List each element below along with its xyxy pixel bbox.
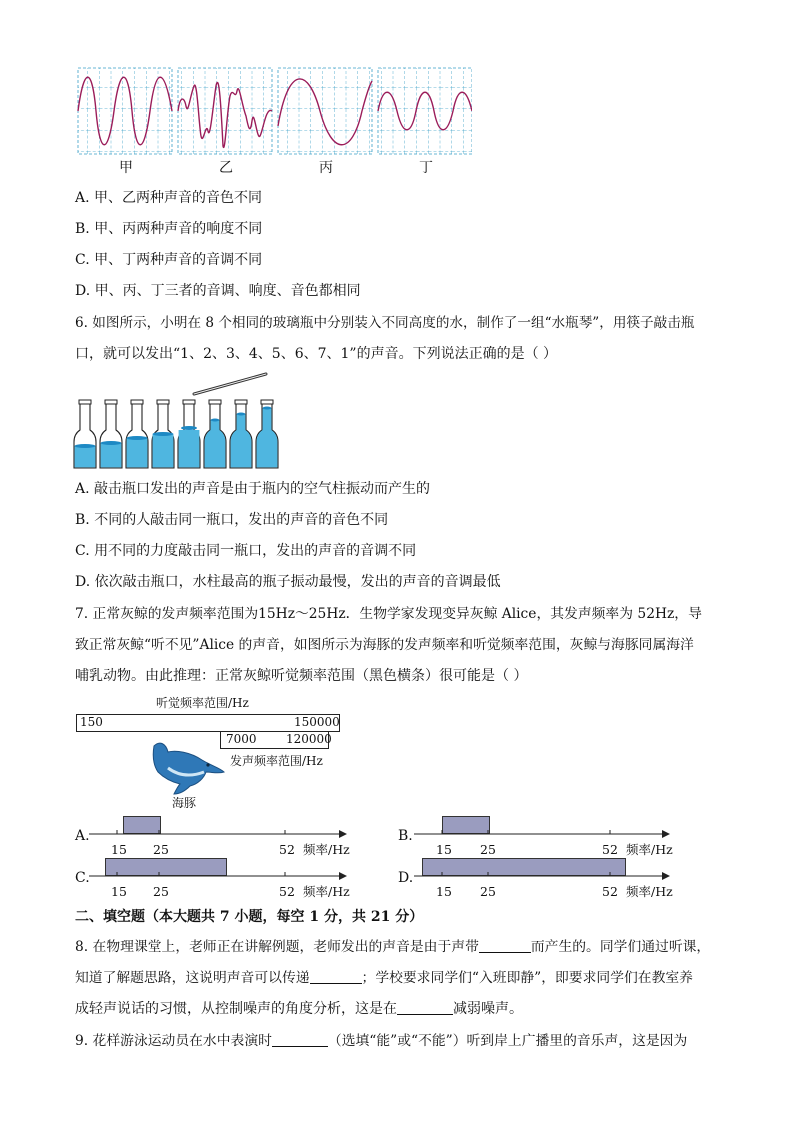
dolphin-label: 海豚 — [172, 796, 197, 810]
choice-d-tick-25: 25 — [480, 884, 496, 899]
q8-line2 — [75, 968, 693, 988]
voice-max: 120000 — [286, 732, 332, 746]
q8-blank-2[interactable] — [310, 969, 362, 984]
voice-range-title: 发声频率范围/Hz — [230, 754, 323, 768]
waveform-panel-ding — [378, 68, 472, 154]
bottle-5 — [178, 400, 200, 468]
choice-c-tick-52: 52 — [279, 884, 295, 899]
q6-stem-line1: 6. 如图所示，小明在 8 个相同的玻璃瓶中分别装入不同高度的水，制作了一组“水瓶琴”，用筷子敲击瓶 — [75, 315, 695, 331]
q9-text-1: 9. 花样游泳运动员在水中表演时 — [75, 1033, 272, 1049]
q6-stem-line2: 口，就可以发出“1、2、3、4、5、6、7、1”的声音。下列说法正确的是（ ） — [75, 346, 558, 362]
waveform-panel-yi — [178, 68, 272, 154]
bottle-4 — [152, 400, 174, 468]
choice-d-tick-52: 52 — [602, 884, 618, 899]
q5-option-a: A. 甲、乙两种声音的音色不同 — [75, 190, 263, 206]
choice-c-axis — [89, 872, 349, 880]
choice-c-axis-label: 频率/Hz — [303, 884, 350, 899]
q5-option-c: C. 甲、丁两种声音的音调不同 — [75, 252, 263, 268]
choice-a-axis-label: 频率/Hz — [303, 842, 350, 857]
choice-c-tick-15: 15 — [111, 884, 127, 899]
q6-option-c: C. 用不同的力度敲击同一瓶口，发出的声音的音调不同 — [75, 543, 417, 559]
water-bottles-figure — [70, 370, 280, 474]
choice-a-tick-52: 52 — [279, 842, 295, 857]
choice-c-letter: C. — [75, 870, 90, 886]
choice-b-tick-52: 52 — [602, 842, 618, 857]
hearing-min: 150 — [80, 715, 103, 729]
choice-d-letter: D. — [398, 870, 414, 886]
bottle-6 — [204, 400, 226, 468]
q8-blank-3[interactable] — [397, 1000, 453, 1015]
q8-text-6: 减弱噪声。 — [453, 1001, 523, 1017]
dolphin-frequency-figure — [76, 694, 346, 814]
choice-b-axis-label: 频率/Hz — [626, 842, 673, 857]
q5-option-d: D. 甲、丙、丁三者的音调、响度、音色都相同 — [75, 283, 361, 299]
choice-d-axis — [414, 872, 674, 880]
choice-b-axis — [414, 830, 674, 838]
bottle-3 — [126, 400, 148, 468]
wave-label-jia: 甲 — [119, 160, 133, 176]
q8-blank-1[interactable] — [479, 938, 531, 953]
choice-b-tick-15: 15 — [436, 842, 452, 857]
q8-text-4: ；学校要求同学们“入班即静”，即要求同学们在教室养 — [361, 970, 693, 986]
waveform-panel-bing — [278, 68, 372, 154]
choice-a-letter: A. — [75, 828, 90, 844]
q8-text-1: 8. 在物理课堂上，老师正在讲解例题，老师发出的声音是由于声带 — [75, 939, 479, 955]
choice-c-tick-25: 25 — [153, 884, 169, 899]
waveform-panel-jia — [78, 68, 172, 154]
q7-stem-line2: 致正常灰鲸“听不见”Alice 的声音，如图所示为海豚的发声频率和听觉频率范围，灰鲸与海豚同属海洋 — [75, 637, 694, 653]
q7-stem-line1: 7. 正常灰鲸的发声频率范围为15Hz～25Hz．生物学家发现变异灰鲸 Alice，其发声频率为 52Hz，导 — [75, 606, 702, 622]
q7-stem-line3: 哺乳动物。由此推理：正常灰鲸听觉频率范围（黑色横条）很可能是（ ） — [75, 668, 528, 684]
q6-option-d: D. 依次敲击瓶口，水柱最高的瓶子振动最慢，发出的声音的音调最低 — [75, 574, 501, 590]
choice-d-axis-label: 频率/Hz — [626, 884, 673, 899]
choice-a-tick-25: 25 — [153, 842, 169, 857]
q8-text-5: 成轻声说话的习惯，从控制噪声的角度分析，这是在 — [75, 1001, 397, 1017]
choice-b-tick-25: 25 — [480, 842, 496, 857]
wave-label-yi: 乙 — [219, 160, 233, 176]
wave-label-bing: 丙 — [319, 160, 333, 176]
q9-blank-1[interactable] — [272, 1032, 328, 1047]
q8-line3 — [75, 999, 523, 1019]
waveform-figure — [76, 66, 472, 158]
voice-min: 7000 — [226, 732, 257, 746]
dolphin-icon — [146, 738, 226, 796]
choice-a-axis — [89, 830, 349, 838]
q8-text-3: 知道了解题思路，这说明声音可以传递 — [75, 970, 310, 986]
bottle-8 — [256, 400, 278, 468]
choice-a-tick-15: 15 — [111, 842, 127, 857]
choice-d-tick-15: 15 — [436, 884, 452, 899]
q8-line1 — [75, 937, 710, 957]
q6-option-b: B. 不同的人敲击同一瓶口，发出的声音的音色不同 — [75, 512, 389, 528]
q6-option-a: A. 敲击瓶口发出的声音是由于瓶内的空气柱振动而产生的 — [75, 481, 431, 497]
hearing-max: 150000 — [294, 715, 340, 729]
q5-option-b: B. 甲、丙两种声音的响度不同 — [75, 221, 263, 237]
q8-text-2: 而产生的。同学们通过听课， — [530, 939, 711, 955]
choice-b-letter: B. — [398, 828, 413, 844]
bottle-7 — [230, 400, 252, 468]
section-title: 二、填空题（本大题共 7 小题，每空 1 分，共 21 分） — [75, 909, 424, 925]
q9-text-2: （选填“能”或“不能”）听到岸上广播里的音乐声，这是因为 — [327, 1033, 688, 1049]
bottle-1 — [74, 400, 96, 468]
choice-d-chart — [398, 858, 698, 914]
wave-label-ding: 丁 — [419, 160, 433, 176]
bottle-2 — [100, 400, 122, 468]
q9-line1 — [75, 1031, 687, 1051]
hearing-range-title: 听觉频率范围/Hz — [156, 696, 249, 710]
